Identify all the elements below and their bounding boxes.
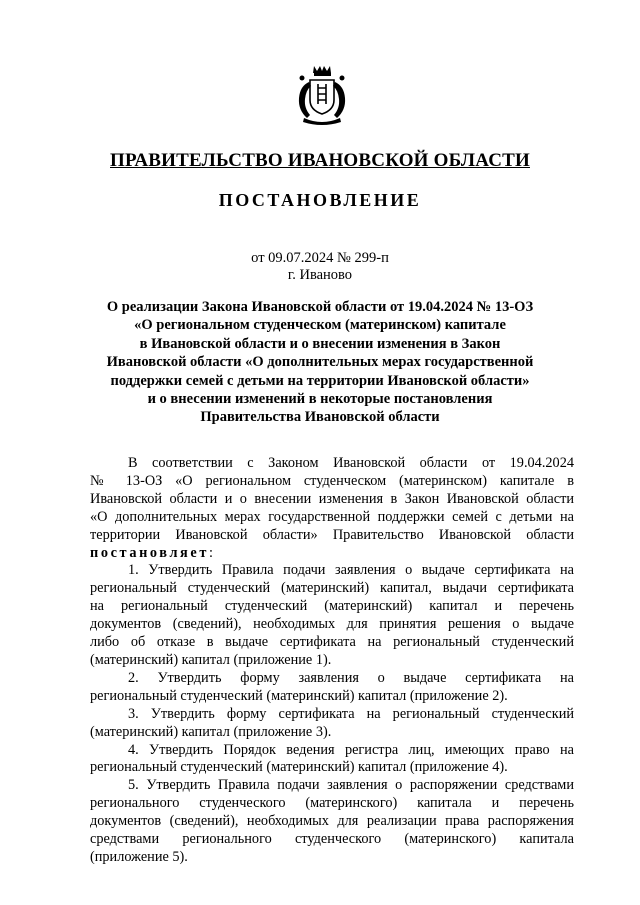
subject-line: «О региональном студенческом (материнском) капитале (134, 317, 506, 334)
body-line: документов (сведений), необходимых для принятия решения о выдаче (90, 616, 574, 633)
document-body (90, 455, 574, 867)
body-line: 4. Утвердить Порядок ведения регистра лиц, имеющих право на (128, 741, 574, 758)
body-line: региональный студенческий (материнский) капитал (приложение 2). (90, 687, 508, 704)
body-line: 5. Утвердить Правила подачи заявления о распоряжении средствами (128, 777, 574, 794)
item-paragraph-4 (90, 742, 574, 778)
subject-line: Ивановской области «О дополнительных мерах государственной (106, 354, 534, 371)
body-line: региональный студенческий (материнский) капитал (приложение 4). (90, 759, 508, 776)
subject-line: Правительства Ивановской области (200, 409, 440, 426)
body-line: 3. Утвердить форму сертификата на региональный студенческий (128, 705, 574, 722)
document-city: г. Иваново (287, 267, 353, 283)
decree-word: постановляет (90, 544, 209, 561)
item-paragraph-2 (90, 670, 574, 706)
subject-line: поддержки семей с детьми на территории Ивановской области» (110, 372, 530, 389)
item-paragraph-5 (90, 777, 574, 867)
body-line: документов (сведений), необходимых для реализации права распоряжения (90, 813, 574, 830)
government-title: ПРАВИТЕЛЬСТВО ИВАНОВСКОЙ ОБЛАСТИ (110, 150, 530, 171)
body-line: «О дополнительных мерах государственной поддержки семей с детьми на (90, 508, 574, 525)
body-line: территории Ивановской области» Правительство Ивановской области (90, 526, 574, 543)
body-line: В соответствии с Законом Ивановской области от 19.04.2024 (128, 455, 574, 471)
body-line: Ивановской области и о внесении изменения в Закон Ивановской области (90, 490, 574, 507)
preamble-paragraph (90, 455, 574, 562)
subject-line: О реализации Закона Ивановской области от 19.04.2024 № 13-ОЗ (106, 299, 534, 315)
decree-colon: : (208, 544, 213, 561)
body-line: 1. Утвердить Правила подачи заявления о выдаче сертификата на (128, 562, 574, 579)
body-line: либо об отказе в выдаче сертификата на региональный студенческий (90, 634, 574, 651)
subject-line: в Ивановской области и о внесении изменения в Закон (139, 335, 501, 352)
body-line: регионального студенческого (материнского) капитала и перечень (90, 795, 574, 812)
body-line: № 13-ОЗ «О региональном студенческом (материнском) капитале в (90, 472, 574, 489)
item-paragraph-3 (90, 706, 574, 742)
body-line: на региональный студенческий (материнский) капитал и перечень (90, 598, 574, 615)
document-date-number: от 09.07.2024 № 299-п (251, 250, 389, 266)
document-subject (80, 298, 560, 427)
body-line: 2. Утвердить форму заявления о выдаче сертификата на (128, 669, 574, 686)
coat-of-arms-icon (296, 62, 348, 126)
body-line: (материнский) капитал (приложение 3). (90, 723, 332, 740)
body-line: средствами регионального студенческого (материнского) капитала (90, 831, 574, 848)
item-paragraph-1 (90, 562, 574, 669)
body-line: региональный студенческий (материнский) капитал, выдачи сертификата (90, 580, 574, 597)
body-line: (приложение 5). (90, 848, 188, 865)
subject-line: и о внесении изменений в некоторые постановления (147, 391, 493, 408)
document-type: ПОСТАНОВЛЕНИЕ (218, 190, 422, 210)
decree-line (90, 545, 574, 563)
body-line: (материнский) капитал (приложение 1). (90, 651, 332, 668)
